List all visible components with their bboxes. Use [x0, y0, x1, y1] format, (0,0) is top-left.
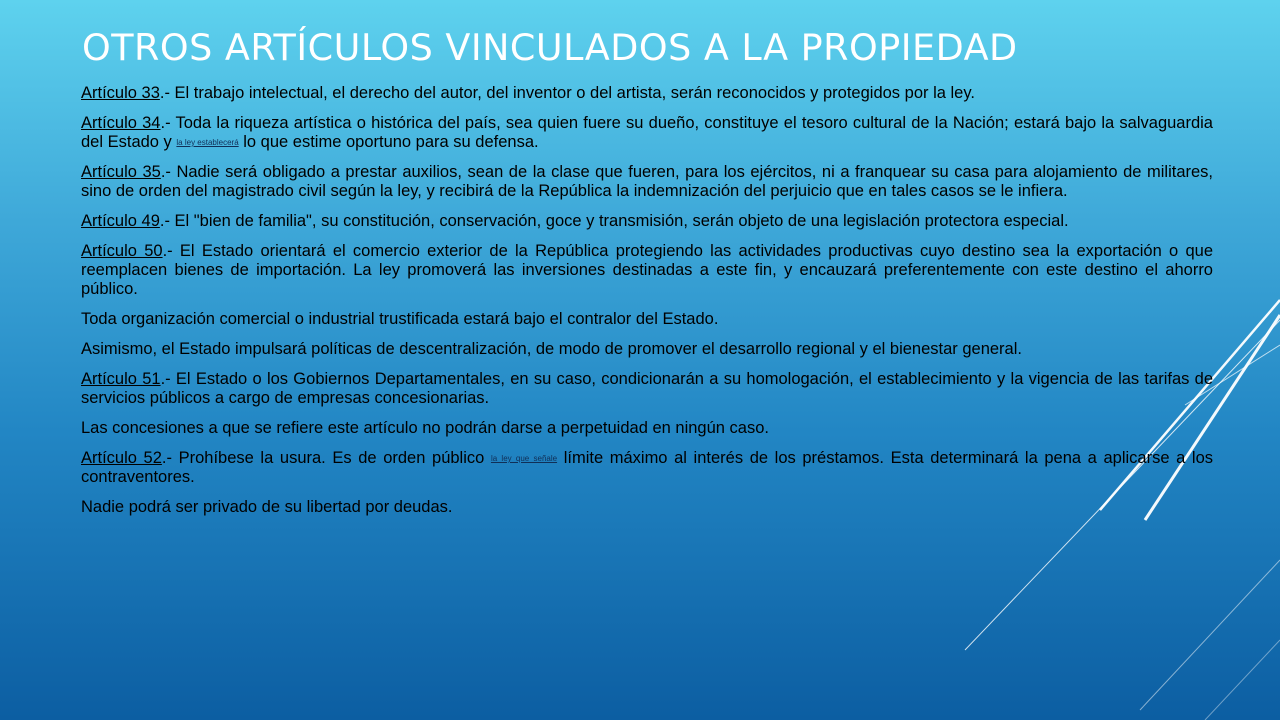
paragraph-concessions: Las concesiones a que se refiere este artículo no podrán darse a perpetuidad en ningún caso. [81, 419, 769, 437]
paragraph-art-33 [81, 84, 1213, 103]
law-link[interactable]: la ley establecerá [176, 138, 239, 147]
paragraph-debts: Nadie podrá ser privado de su libertad por deudas. [81, 498, 453, 516]
paragraph-art-50 [81, 242, 1213, 299]
paragraph-art-52 [81, 449, 1213, 487]
paragraph-art-34 [81, 114, 1213, 152]
article-list [81, 84, 1213, 528]
article-link-33[interactable]: Artículo 33 [81, 84, 160, 102]
paragraph-text: .- El Estado o los Gobiernos Departamentales, en su caso, condicionarán a su homologación, el establecimiento y la vigencia de las tarifas de servicios públicos a cargo de empresas concesionarias. [81, 370, 1213, 407]
paragraph-text: .- El Estado orientará el comercio exterior de la República protegiendo las actividades productivas cuyo destino sea la exportación o que reemplacen bienes de importación. La ley promoverá las inversiones destinadas a este fin, y encauzará preferentemente con este destino el ahorro público. [81, 242, 1213, 298]
article-link-49[interactable]: Artículo 49 [81, 212, 160, 230]
paragraph-text: límite máximo al interés de los préstamos. Esta determinará la pena a aplicarse a los contraventores. [81, 449, 1213, 486]
paragraph-text: .- Toda la riqueza artística o histórica del país, sea quien fuere su dueño, constituye el tesoro cultural de la Nación; estará bajo la salvaguardia del Estado y [81, 114, 1213, 151]
paragraph-art-51 [81, 370, 1213, 408]
paragraph-decentralization: Asimismo, el Estado impulsará políticas de descentralización, de modo de promover el desarrollo regional y el bienestar general. [81, 340, 1022, 358]
slide-title: OTROS ARTÍCULOS VINCULADOS A LA PROPIEDAD [82, 26, 1018, 69]
article-link-51[interactable]: Artículo 51 [81, 370, 161, 388]
paragraph-text: .- Prohíbese la usura. Es de orden público [161, 449, 491, 467]
article-link-52[interactable]: Artículo 52 [81, 449, 162, 467]
paragraph-art-35 [81, 163, 1213, 201]
article-link-50[interactable]: Artículo 50 [81, 242, 163, 260]
paragraph-text: .- Nadie será obligado a prestar auxilios, sean de la clase que fueren, para los ejércitos, ni a franquear su casa para alojamiento de militares, sino de orden del magistrado civil según la ley, y recibirá de la República la indemnización del perjuicio que en tales casos se le infiera. [81, 163, 1214, 200]
paragraph-art-49 [81, 212, 1213, 231]
article-link-35[interactable]: Artículo 35 [81, 163, 161, 181]
paragraph-text: .- El "bien de familia", su constitución, conservación, goce y transmisión, serán objeto de una legislación protectora especial. [159, 212, 1069, 230]
paragraph-trusts: Toda organización comercial o industrial trustificada estará bajo el contralor del Estado. [81, 310, 719, 328]
law-link[interactable]: la ley que señale [490, 454, 558, 463]
paragraph-text: .- El trabajo intelectual, el derecho del autor, del inventor o del artista, serán reconocidos y protegidos por la ley. [159, 84, 975, 102]
paragraph-text: lo que estime oportuno para su defensa. [238, 133, 539, 151]
article-link-34[interactable]: Artículo 34 [81, 114, 161, 132]
